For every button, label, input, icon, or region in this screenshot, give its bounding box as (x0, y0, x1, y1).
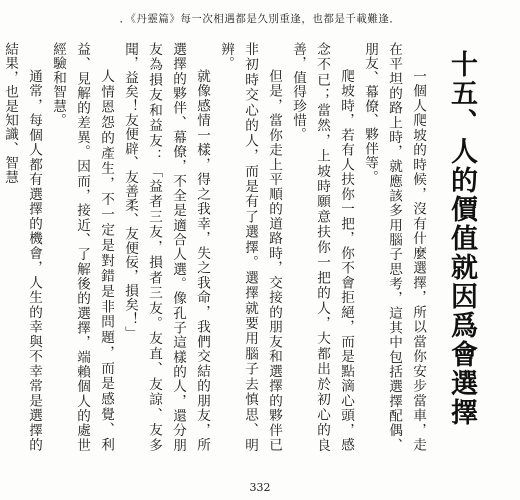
running-header: ．《丹靈篇》每一次相遇都是久別重逢，也都是千載難逢． (119, 12, 401, 25)
paragraph: 但是，當你走上平順的道路時，交接的朋友和選擇的夥伴已非初時交心的人，而是有了選擇。選擇就要用腦子去慎思、明辨。 (218, 42, 282, 452)
paragraph: 一個人爬坡的時候，沒有什麼選擇，所以當你安步當車，走在平坦的路上時，就應該多用腦子思考，這其中包括選擇配偶、朋友、幕僚、夥伴等。 (362, 42, 426, 452)
vertical-text-body (2, 42, 478, 452)
paragraph: 通常，每個人都有選擇的機會，人生的幸與不幸常是選擇的結果，也是知識、智慧 (2, 42, 42, 452)
page-number: 332 (249, 481, 271, 494)
chapter-title: 十五、人的價值就因爲會選擇 (446, 50, 477, 427)
paragraph: 爬坡時，若有人扶你一把，你不會拒絕，而是點滴心頭，感念不已；當然，上坡時願意扶你一把的人，大都出於初心的良善，值得珍惜。 (290, 42, 354, 452)
paragraph: 就像感情一樣，得之我幸，失之我命，我們交結的朋友，所選擇的夥伴、幕僚，不全是適合人選。像孔子這樣的人，還分朋友為損友和益友：「益者三友，損者三友。友直、友諒、友多聞，益矣！友便辟、友善柔、友便佞，損矣！」 (122, 42, 210, 452)
paragraph: 人情恩怨的產生，不一定是對錯是非問題，而是感覺、利益、見解的差異。因而，接近、了解後的選擇，端賴個人的處世經驗和智慧。 (50, 42, 114, 452)
